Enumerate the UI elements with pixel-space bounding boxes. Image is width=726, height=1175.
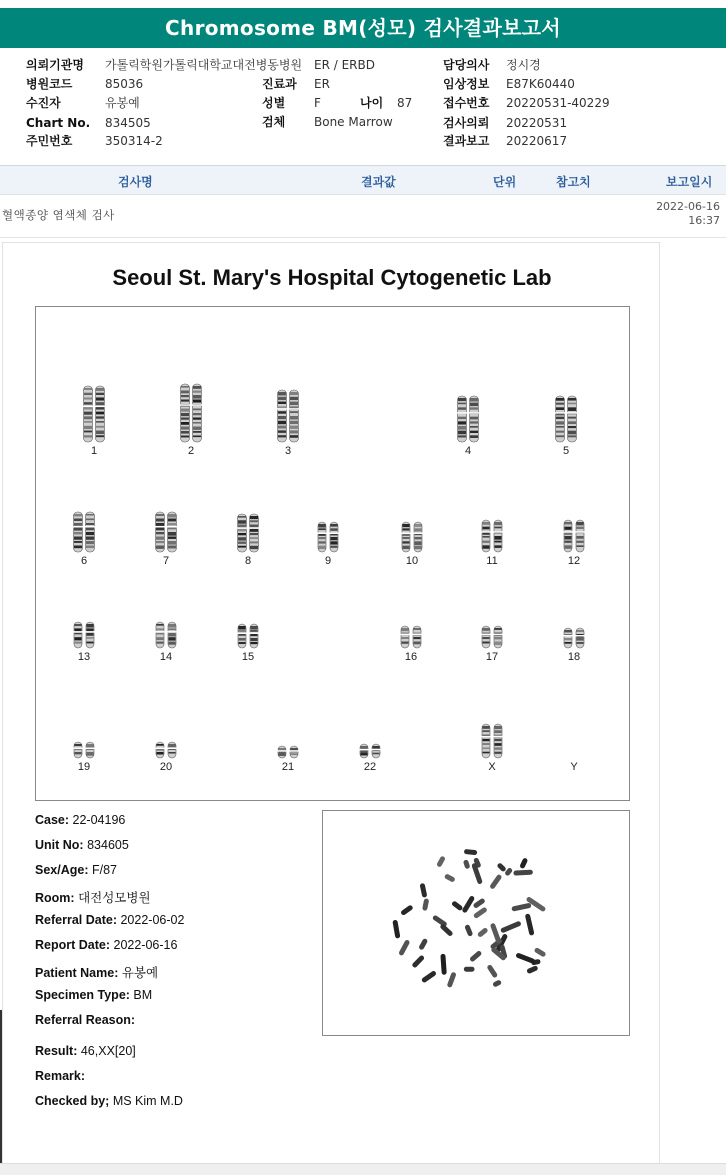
metaphase-chromosome (469, 950, 482, 963)
metaphase-chromosome (513, 870, 533, 876)
metaphase-chromosome (420, 883, 428, 898)
doctor-value: 정시경 (506, 58, 541, 72)
referral-date-value: 2022-06-02 (120, 913, 185, 927)
chromosome-pair-18 (564, 628, 585, 648)
resident-no-value: 350314-2 (105, 134, 163, 148)
report-title: Chromosome BM(성모) 검사결과보고서 (0, 8, 726, 48)
chromosome-pair-20 (156, 742, 177, 758)
receipt-no-value: 20220531-40229 (506, 96, 610, 110)
report-date: 2022-06-16 (656, 200, 720, 213)
sex-age-label: Sex/Age: (35, 863, 89, 877)
case-label: Case: (35, 813, 70, 827)
chromosome-label-2: 2 (187, 445, 195, 457)
metaphase-chromosome (515, 952, 535, 964)
table-row[interactable] (0, 196, 726, 238)
hospital-code-label: 병원코드 (26, 77, 73, 91)
chromosome-pair-8 (237, 514, 259, 552)
institution-label: 의뢰기관명 (26, 58, 84, 72)
chromosome-pair-22 (360, 744, 381, 758)
metaphase-spread (323, 811, 629, 1035)
result-line (35, 1044, 136, 1058)
chromosome-label-4: 4 (464, 445, 472, 457)
result-label: Result: (35, 1044, 78, 1058)
checked-by-label: Checked by; (35, 1094, 110, 1108)
chromosome-label-14: 14 (159, 651, 173, 663)
referral-reason-line (35, 1013, 135, 1027)
institution-value: 가톨릭학원가톨릭대학교대전병동병원 (105, 58, 303, 72)
chart-no-value: 834505 (105, 116, 151, 130)
chromosome-pair-16 (401, 626, 422, 648)
chart-no-label: Chart No. (26, 116, 91, 130)
report-date-value: 20220617 (506, 134, 568, 148)
metaphase-chromosome (411, 955, 425, 969)
sex-value: F (314, 96, 321, 110)
lab-title: Seoul St. Mary's Hospital Cytogenetic Lab (112, 265, 552, 290)
metaphase-chromosome (422, 898, 429, 911)
metaphase-chromosome (464, 924, 473, 937)
chromosome-pair-11 (482, 520, 503, 552)
chromosome-label-13: 13 (77, 651, 91, 663)
metaphase-chromosome (444, 873, 456, 883)
chromosome-label-19: 19 (77, 761, 91, 773)
karyotype-report (2, 242, 660, 1164)
metaphase-chromosome (473, 906, 488, 919)
chromosome-pair-7 (155, 512, 177, 552)
metaphase-chromosome (432, 914, 448, 927)
referral-date-label: Referral Date: (35, 913, 117, 927)
chromosome-label-11: 11 (486, 555, 498, 567)
specimen-type-value: BM (133, 988, 153, 1002)
chromosome-pair-1 (83, 386, 105, 442)
metaphase-chromosome (525, 913, 535, 936)
chromosome-pair-14 (156, 622, 177, 648)
result-value: 46,XX[20] (80, 1044, 136, 1058)
chromosome-label-20: 20 (159, 761, 173, 773)
chromosome-label-8: 8 (244, 555, 252, 567)
patient-name-line (35, 963, 158, 981)
metaphase-chromosome (392, 920, 400, 939)
chromosome-label-3: 3 (284, 445, 292, 457)
receipt-no-label: 접수번호 (443, 96, 490, 110)
metaphase-chromosome (464, 967, 475, 972)
test-name: 혈액종양 염색체 검사 (2, 208, 115, 222)
unit-no-value: 834605 (87, 838, 129, 852)
report-date-line (35, 938, 177, 952)
referral-date-line (35, 913, 184, 927)
metaphase-chromosome (436, 855, 446, 867)
specimen-type-line (35, 988, 152, 1002)
department-value: ER (314, 77, 330, 91)
chromosome-label-Y: Y (570, 761, 578, 773)
metaphase-chromosome (463, 859, 471, 869)
results-table-header (0, 165, 726, 195)
metaphase-chromosome (496, 862, 506, 872)
metaphase-chromosome (418, 938, 428, 951)
horizontal-scrollbar[interactable] (0, 1163, 726, 1175)
chromosome-label-1: 1 (90, 445, 98, 457)
room-line (35, 888, 151, 906)
checked-by-line (35, 1094, 183, 1108)
patient-name-label: Patient Name: (35, 966, 119, 980)
patient-name-value: 유봉예 (121, 966, 159, 980)
chromosome-label-15: 15 (241, 651, 255, 663)
clinical-info-label: 임상정보 (443, 77, 490, 91)
request-date-value: 20220531 (506, 116, 568, 130)
chromosome-pair-3 (277, 390, 299, 442)
column-report-time[interactable]: 보고일시 (666, 175, 713, 189)
metaphase-chromosome (526, 965, 538, 974)
report-datetime (656, 200, 720, 228)
unit-no-label: Unit No: (35, 838, 84, 852)
chromosome-label-10: 10 (405, 555, 419, 567)
report-date-value: 2022-06-16 (113, 938, 178, 952)
chromosome-pair-4 (457, 396, 479, 442)
resident-no-label: 주민번호 (26, 134, 73, 148)
metaphase-image (322, 810, 630, 1036)
doctor-label: 담당의사 (443, 58, 490, 72)
metaphase-chromosome (500, 921, 522, 934)
checked-by-value: MS Kim M.D (112, 1094, 183, 1108)
chromosome-label-18: 18 (567, 651, 581, 663)
chromosome-pair-6 (73, 512, 95, 552)
chromosome-label-17: 17 (485, 651, 499, 663)
chromosome-pair-9 (318, 522, 339, 552)
department-label: 진료과 (262, 77, 297, 91)
specimen-label: 검체 (262, 115, 286, 129)
metaphase-chromosome (447, 972, 457, 989)
chromosome-pair-X (482, 724, 503, 758)
sex-age-line (35, 863, 117, 877)
metaphase-chromosome (398, 939, 410, 956)
chromosome-label-16: 16 (404, 651, 418, 663)
chromosome-pair-21 (278, 746, 299, 758)
case-value: 22-04196 (72, 813, 126, 827)
report-date-label: 결과보고 (443, 134, 490, 148)
ward-value: ER / ERBD (314, 58, 375, 72)
karyogram (35, 306, 630, 801)
metaphase-chromosome (511, 903, 531, 912)
metaphase-chromosome (473, 898, 486, 909)
room-value: 대전성모병원 (78, 891, 151, 905)
referral-reason-label: Referral Reason: (35, 1013, 136, 1027)
metaphase-chromosome (519, 857, 528, 869)
age-label: 나이 (360, 96, 384, 110)
clinical-info-value: E87K60440 (506, 77, 575, 91)
specimen-value: Bone Marrow (314, 115, 393, 129)
chromosome-pair-5 (555, 396, 577, 442)
metaphase-chromosome (421, 970, 437, 983)
metaphase-chromosome (400, 904, 414, 916)
report-time: 16:37 (688, 214, 720, 227)
karyogram-chromosomes (36, 307, 631, 802)
metaphase-chromosome (461, 895, 475, 913)
patient-label: 수진자 (26, 96, 61, 110)
metaphase-chromosome (489, 874, 502, 890)
metaphase-chromosome (492, 979, 502, 987)
sex-label: 성별 (262, 96, 286, 110)
hospital-code-value: 85036 (105, 77, 144, 91)
metaphase-chromosome (464, 849, 478, 855)
column-result[interactable]: 결과값 (361, 175, 396, 189)
room-label: Room: (35, 891, 75, 905)
age-value: 87 (397, 96, 413, 110)
chromosome-label-12: 12 (567, 555, 581, 567)
report-date-label: Report Date: (35, 938, 111, 952)
metaphase-chromosome (440, 954, 446, 975)
remark-label: Remark: (35, 1069, 86, 1083)
chromosome-pair-15 (238, 624, 259, 648)
chromosome-pair-13 (74, 622, 95, 648)
column-test-name[interactable]: 검사명 (118, 175, 153, 189)
chromosome-pair-19 (74, 742, 95, 758)
chromosome-label-21: 21 (281, 761, 295, 773)
specimen-type-label: Specimen Type: (35, 988, 130, 1002)
remark-line (35, 1069, 85, 1083)
metaphase-chromosome (486, 964, 498, 978)
chromosome-label-5: 5 (562, 445, 570, 457)
metaphase-chromosome (534, 947, 547, 958)
column-reference[interactable]: 참고치 (556, 175, 591, 189)
case-line (35, 813, 125, 827)
patient-value: 유봉예 (105, 96, 140, 110)
chromosome-label-7: 7 (162, 555, 170, 567)
metaphase-chromosome (451, 900, 463, 911)
chromosome-label-22: 22 (363, 761, 377, 773)
chromosome-pair-17 (482, 626, 503, 648)
window-edge (0, 1010, 2, 1165)
request-date-label: 검사의뢰 (443, 116, 490, 130)
chromosome-pair-12 (564, 520, 585, 552)
chromosome-pair-10 (402, 522, 423, 552)
column-unit[interactable]: 단위 (493, 175, 517, 189)
chromosome-pair-2 (180, 384, 202, 442)
unit-no-line (35, 838, 129, 852)
chromosome-label-6: 6 (80, 555, 88, 567)
sex-age-value: F/87 (91, 863, 117, 877)
chromosome-label-9: 9 (324, 555, 332, 567)
chromosome-label-X: X (488, 761, 496, 773)
metaphase-chromosome (490, 923, 502, 945)
metaphase-chromosome (477, 927, 489, 938)
